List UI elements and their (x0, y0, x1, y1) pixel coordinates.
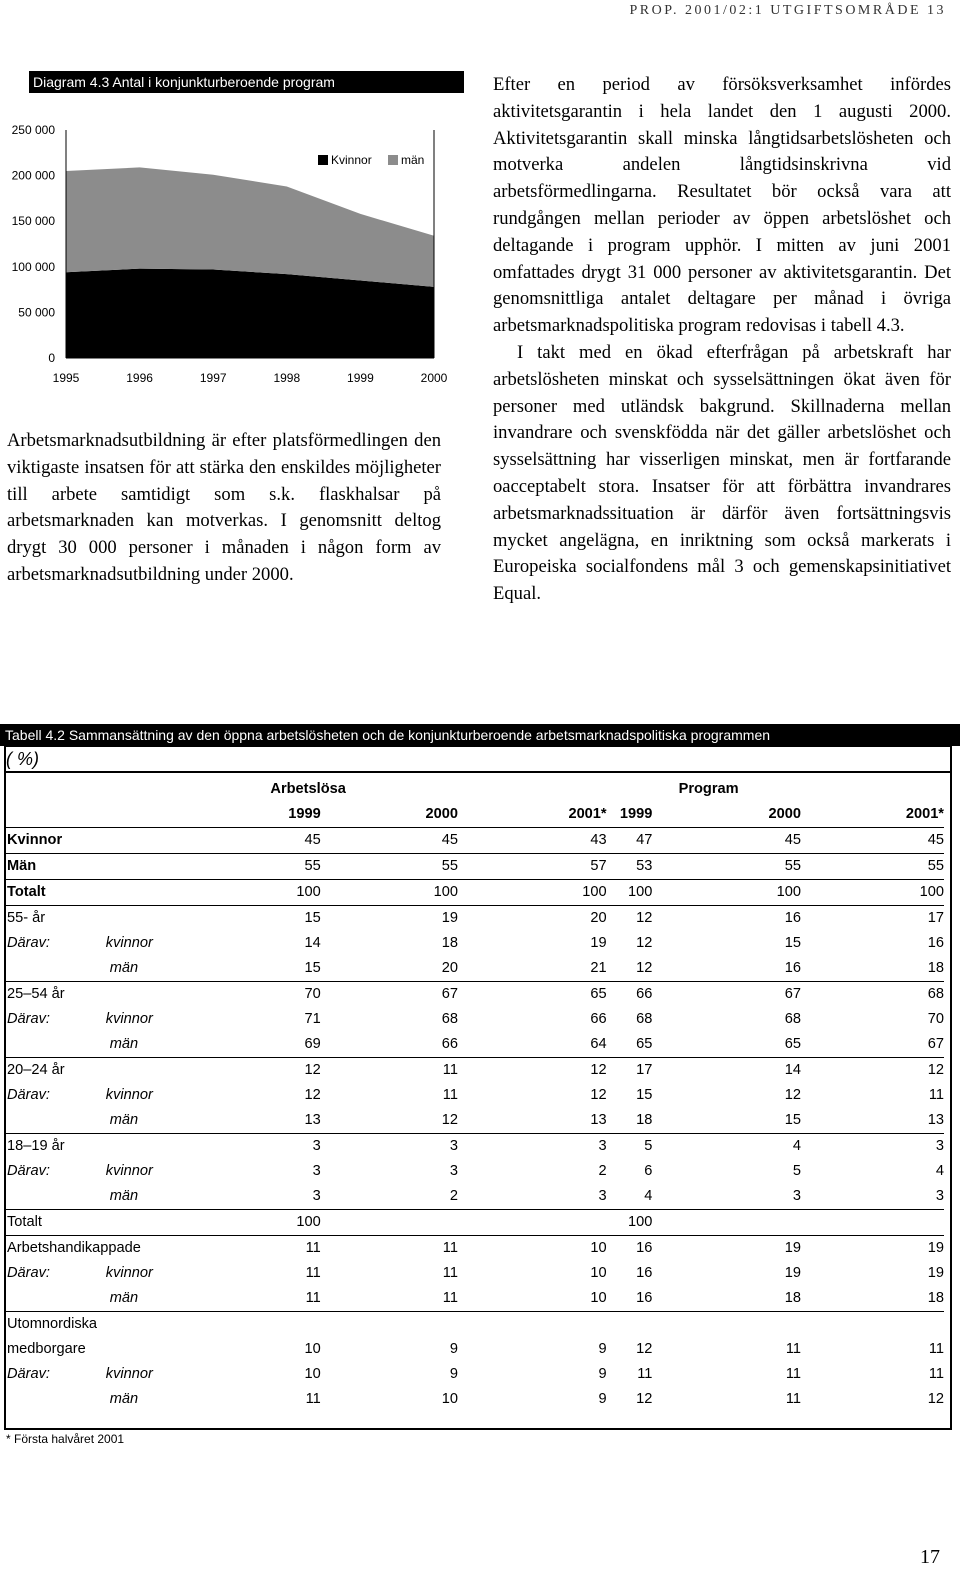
table-row (4, 1362, 944, 1387)
table-cell: 11 (442, 1087, 458, 1103)
table-cell: 15 (784, 935, 801, 951)
x-tick-label: 1997 (199, 371, 227, 385)
row-label: Utomnordiska (7, 1316, 98, 1332)
page-number: 17 (920, 1546, 940, 1568)
table-cell: 14 (304, 935, 321, 951)
table-cell: 12 (304, 1062, 321, 1078)
legend-swatch-män (388, 155, 398, 165)
table-cell: 10 (590, 1265, 607, 1281)
row-label: Män (4, 854, 270, 880)
table-cell: 19 (784, 1240, 801, 1256)
table-cell: 9 (598, 1341, 607, 1357)
table-cell: 19 (927, 1265, 944, 1281)
row-sublabel: kvinnor (105, 1265, 153, 1281)
table-cell: 65 (590, 986, 607, 1002)
table-cell: 11 (305, 1391, 321, 1407)
row-label: Därav: (7, 1265, 50, 1281)
table-cell: 4 (935, 1163, 944, 1179)
table-cell: 13 (270, 1108, 320, 1134)
row-label: Därav: (7, 1087, 50, 1103)
table-cell: 11 (442, 1240, 458, 1256)
table-cell: 3 (801, 1184, 944, 1210)
table-row (4, 1261, 944, 1286)
table-row (4, 1236, 944, 1262)
table-cell: 13 (801, 1108, 944, 1134)
year-header-row (4, 802, 944, 828)
table-row (4, 1108, 944, 1134)
table-cell: 70 (304, 986, 321, 1002)
table-cell: 57 (458, 854, 607, 880)
table-cell: 3 (458, 1184, 607, 1210)
table-cell: 18 (652, 1286, 801, 1312)
year-header: 2001* (458, 802, 607, 828)
table-cell: 12 (321, 1108, 458, 1134)
right-body-text (493, 72, 951, 608)
table-cell: 3 (312, 1138, 321, 1154)
table-cell: 9 (598, 1366, 607, 1382)
table-cell: 45 (652, 828, 801, 854)
table-cell: 17 (636, 1062, 653, 1078)
table-row (4, 1210, 944, 1236)
table-cell: 19 (441, 910, 458, 926)
legend-label-kvinnor: Kvinnor (331, 153, 372, 167)
row-label: Därav: (7, 1011, 50, 1027)
table-cell: 10 (304, 1341, 321, 1357)
table-cell: 16 (636, 1240, 653, 1256)
table-cell: 4 (792, 1138, 801, 1154)
table-cell: 11 (928, 1366, 944, 1382)
table-cell: 12 (927, 1062, 944, 1078)
x-axis-ticks (53, 371, 448, 385)
y-axis-ticks (12, 123, 56, 365)
table-caption: Tabell 4.2 Sammansättning av den öppna arbetslösheten och de konjunkturberoende arbetsmarknadspolitiska programmen (0, 724, 960, 746)
table-cell: 3 (598, 1138, 607, 1154)
table-cell: 3 (935, 1138, 944, 1154)
table-cell: 16 (607, 1286, 653, 1312)
table-cell: 11 (928, 1341, 944, 1357)
table-cell: 11 (637, 1366, 653, 1382)
table-cell: 17 (927, 910, 944, 926)
table-cell: 16 (784, 910, 801, 926)
row-sublabel: män (106, 1032, 271, 1058)
table-cell: 100 (607, 880, 653, 906)
table-cell: 20 (590, 910, 607, 926)
table-cell: 13 (458, 1108, 607, 1134)
row-sublabel: män (109, 1391, 139, 1407)
group-program: Program (678, 781, 739, 797)
table-row (4, 1286, 944, 1312)
y-tick-label: 100 000 (11, 259, 55, 274)
table-cell: 3 (449, 1138, 458, 1154)
table-cell: 21 (458, 956, 607, 982)
table-row (4, 1032, 944, 1058)
table-cell: 71 (304, 1011, 321, 1027)
table-cell: 11 (928, 1087, 944, 1103)
row-sublabel: kvinnor (105, 1011, 153, 1027)
x-tick-label: 1995 (52, 371, 80, 385)
row-label: medborgare (7, 1341, 86, 1357)
table-cell: 15 (304, 910, 321, 926)
table-cell: 3 (449, 1163, 458, 1179)
table-cell: 100 (270, 1210, 320, 1236)
table-row (4, 1007, 944, 1032)
table-cell: 45 (270, 828, 320, 854)
table-cell: 12 (636, 1391, 653, 1407)
y-tick-label: 50 000 (18, 305, 55, 320)
group-header-row (4, 777, 944, 802)
right-paragraph-1: Efter en period av försöksverksamhet infördes aktivitetsgarantin i hela landet den 1 augusti 2000. Aktivitetsgarantin skall minska långtidsarbetslösheten och motverka andelen långtidsinskrivna vid arbetsförmedlingarna. Resultatet bör också vara att rundgången mellan perioder av öppen arbetslöshet och deltagande i program upphör. I mitten av juni 2001 omfattades drygt 31 000 personer av aktivitetsgarantin. Det genomsnittliga antalet deltagare per månad i övriga arbetsmarknadspolitiska program redovisas i tabell 4.3. (493, 74, 951, 337)
running-header: PROP. 2001/02:1 UTGIFTSOMRÅDE 13 (629, 3, 946, 18)
table-cell: 12 (636, 935, 653, 951)
x-tick-label: 1996 (126, 371, 153, 385)
year-header: 2000 (321, 802, 458, 828)
row-label: Kvinnor (4, 828, 270, 854)
row-sublabel: män (106, 1108, 271, 1134)
table-cell: 15 (652, 1108, 801, 1134)
table-cell: 10 (458, 1286, 607, 1312)
table-cell: 65 (607, 1032, 653, 1058)
table-cell: 11 (785, 1391, 801, 1407)
diagram-caption: Diagram 4.3 Antal i konjunkturberoende program (29, 71, 464, 93)
table-cell: 15 (636, 1087, 653, 1103)
table-cell: 12 (636, 910, 653, 926)
table-cell: 100 (270, 880, 320, 906)
table-cell: 12 (784, 1087, 801, 1103)
row-label: 18–19 år (7, 1138, 65, 1154)
table-row (4, 1312, 944, 1338)
table-cell: 11 (270, 1286, 320, 1312)
table-cell: 6 (644, 1163, 653, 1179)
table-cell: 68 (441, 1011, 458, 1027)
row-label: 55- år (7, 910, 46, 926)
row-label: 25–54 år (7, 986, 65, 1002)
x-tick-label: 2000 (420, 371, 448, 385)
table-row (4, 828, 944, 854)
table-cell: 3 (270, 1184, 320, 1210)
table-cell: 10 (441, 1391, 458, 1407)
row-label: Totalt (4, 1210, 270, 1236)
y-tick-label: 200 000 (11, 168, 55, 183)
table-cell: 10 (304, 1366, 321, 1382)
x-tick-label: 1998 (273, 371, 301, 385)
table-cell: 66 (321, 1032, 458, 1058)
table-cell: 5 (644, 1138, 653, 1154)
table-cell: 9 (598, 1391, 607, 1407)
left-paragraph: Arbetsmarknadsutbildning är efter platsförmedlingen den viktigaste insatsen för att stärka den enskildes möjligheter till arbete samtidigt som s.k. flaskhalsar på arbetsmarknaden kan motverkas. I genomsnitt deltog drygt 30 000 personer i månaden i någon form av arbetsmarknadsutbildning under 2000. (7, 430, 441, 585)
area-chart (0, 92, 460, 422)
table-cell: 14 (784, 1062, 801, 1078)
table-cell: 11 (442, 1265, 458, 1281)
table-cell: 12 (636, 1341, 653, 1357)
table-row (4, 1159, 944, 1184)
year-header: 1999 (270, 802, 320, 828)
table-cell: 11 (442, 1062, 458, 1078)
table-cell: 12 (590, 1062, 607, 1078)
table-cell: 100 (607, 1210, 653, 1236)
table-cell: 18 (441, 935, 458, 951)
table-unit: ( %) (6, 749, 39, 769)
row-label: 20–24 år (7, 1062, 65, 1078)
table-row (4, 1337, 944, 1362)
year-header: 1999 (607, 802, 653, 828)
table-cell: 67 (784, 986, 801, 1002)
table-cell: 11 (785, 1366, 801, 1382)
table-row (4, 982, 944, 1008)
y-tick-label: 0 (48, 351, 55, 365)
table-row (4, 931, 944, 956)
row-label: Arbetshandikappade (7, 1240, 141, 1256)
table-cell: 64 (458, 1032, 607, 1058)
table-cell: 11 (785, 1341, 801, 1357)
legend-label-män: män (401, 153, 425, 167)
row-label: Därav: (7, 935, 50, 951)
table-cell: 100 (321, 880, 458, 906)
data-table (4, 777, 944, 1412)
row-sublabel: kvinnor (105, 1163, 153, 1179)
table-cell: 18 (607, 1108, 653, 1134)
table-footnote: * Första halvåret 2001 (6, 1432, 125, 1446)
table-cell: 3 (312, 1163, 321, 1179)
chart-areas (66, 130, 434, 358)
row-sublabel: kvinnor (105, 1087, 153, 1103)
table-row (4, 906, 944, 932)
table-cell: 16 (636, 1265, 653, 1281)
table-cell: 100 (458, 880, 607, 906)
table-cell: 19 (784, 1265, 801, 1281)
table-cell: 43 (458, 828, 607, 854)
table-cell: 11 (321, 1286, 458, 1312)
table-cell: 18 (801, 956, 944, 982)
table-cell: 19 (927, 1240, 944, 1256)
table-cell: 11 (305, 1265, 321, 1281)
table-cell: 55 (321, 854, 458, 880)
year-header: 2000 (652, 802, 801, 828)
table-divider (4, 771, 952, 773)
table-cell: 45 (801, 828, 944, 854)
table-cell: 55 (652, 854, 801, 880)
table-cell: 67 (441, 986, 458, 1002)
table-cell: 10 (590, 1240, 607, 1256)
group-arbetslosa: Arbetslösa (270, 781, 346, 797)
table-cell: 2 (321, 1184, 458, 1210)
table-cell: 12 (927, 1391, 944, 1407)
table-cell: 16 (927, 935, 944, 951)
right-paragraph-2: I takt med en ökad efterfrågan på arbetskraft har arbetslösheten minskat och sysselsättningen ökat även för personer med utländsk bakgrund. Skillnaderna mellan invandrare och svenskfödda när det gäller arbetslöshet och sysselsättning har visserligen minskat, men är fortfarande oacceptabelt stora. Insatser för att förbättra invandrares arbetsmarknadssituation är därför även fortsättningsvis mycket angelägna, en inriktning som också markerats i Europeiska socialfondens mål 3 och gemenskapsinitiativet Equal. (493, 341, 951, 605)
row-sublabel: män (106, 1286, 271, 1312)
table-cell: 9 (449, 1366, 458, 1382)
y-tick-label: 250 000 (11, 123, 55, 137)
table-cell: 68 (927, 986, 944, 1002)
table-cell: 68 (636, 1011, 653, 1027)
table-cell: 53 (607, 854, 653, 880)
row-label: Därav: (7, 1163, 50, 1179)
row-label: Därav: (7, 1366, 50, 1382)
table-cell: 55 (270, 854, 320, 880)
left-body-text (7, 428, 441, 589)
row-sublabel: kvinnor (105, 935, 153, 951)
table-row (4, 854, 944, 880)
table-cell: 18 (801, 1286, 944, 1312)
y-tick-label: 150 000 (11, 214, 55, 229)
table-cell: 2 (598, 1163, 607, 1179)
table-row (4, 1083, 944, 1108)
table-cell: 68 (784, 1011, 801, 1027)
table-cell: 19 (590, 935, 607, 951)
table-cell: 100 (652, 880, 801, 906)
table-row (4, 1387, 944, 1412)
table-cell: 12 (607, 956, 653, 982)
table-row (4, 1058, 944, 1084)
table-cell: 20 (321, 956, 458, 982)
row-sublabel: män (106, 1184, 271, 1210)
year-header: 2001* (801, 802, 944, 828)
table-cell: 5 (792, 1163, 801, 1179)
table-cell: 45 (321, 828, 458, 854)
table-cell: 9 (449, 1341, 458, 1357)
table-row (4, 880, 944, 906)
table-cell: 12 (304, 1087, 321, 1103)
table-row (4, 956, 944, 982)
table-cell: 66 (590, 1011, 607, 1027)
table-cell: 3 (652, 1184, 801, 1210)
table-cell: 12 (590, 1087, 607, 1103)
row-sublabel: män (106, 956, 271, 982)
table-cell: 65 (652, 1032, 801, 1058)
table-cell: 47 (607, 828, 653, 854)
x-tick-label: 1999 (347, 371, 374, 385)
table-cell: 67 (801, 1032, 944, 1058)
table-cell: 4 (607, 1184, 653, 1210)
table-cell: 69 (270, 1032, 320, 1058)
table-cell: 100 (801, 880, 944, 906)
table-row (4, 1134, 944, 1160)
table-cell: 11 (305, 1240, 321, 1256)
legend-swatch-kvinnor (318, 155, 328, 165)
table-cell: 15 (270, 956, 320, 982)
row-label: Totalt (4, 880, 270, 906)
table-cell: 55 (801, 854, 944, 880)
table-row (4, 1184, 944, 1210)
series-area-män (66, 167, 434, 286)
table-cell: 16 (652, 956, 801, 982)
table-cell: 70 (927, 1011, 944, 1027)
table-cell: 66 (636, 986, 653, 1002)
row-sublabel: kvinnor (105, 1366, 153, 1382)
chart-legend (318, 153, 424, 167)
